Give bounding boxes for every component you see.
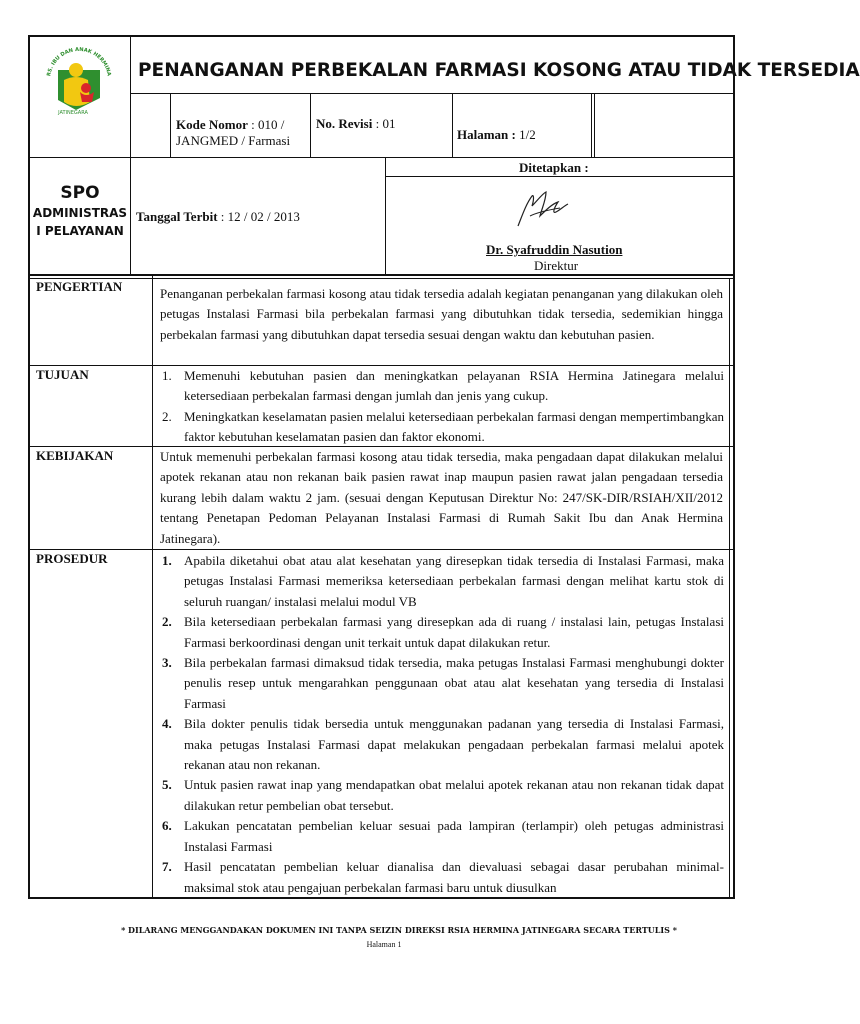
text-kebijakan: Untuk memenuhi perbekalan farmasi kosong atau tidak tersedia, maka pengadaan dapat dilakukan melalui apotek rekanan atau non rekanan baik pasien rawat inap maupun pasien rawat jalan pengadaan tersedia kurang lebih dalam waktu 2 jam. (sesuai dengan Keputusan Direktur No: 247/SK-DIR/RSIAH/XII/2012 tentang Penetapan Pedoman Pelayanan Instalasi Farmasi di Rumah Sakit Ibu dan Anak Hermina Jatinegara). [160,449,723,546]
prosedur-item-text: Bila ketersediaan perbekalan farmasi yang diresepkan ada di ruang / instalasi lain, petugas Instalasi Farmasi berkoordinasi dengan unit terkait untuk dapat dilakukan retur. [184,614,724,650]
halaman-label: Halaman : [457,127,516,142]
signature [512,186,572,234]
prosedur-item-number: 2. [162,614,172,630]
prosedur-item-number: 7. [162,859,172,875]
prosedur-item-number: 5. [162,777,172,793]
prosedur-item [160,857,724,898]
prosedur-item [160,775,724,816]
ditetapkan: Ditetapkan : [519,160,589,175]
revisi-label: No. Revisi [316,116,373,131]
label-tujuan: TUJUAN [36,367,89,382]
prosedur-item-number: 4. [162,716,172,732]
kode-value-2: JANGMED / Farmasi [176,133,291,148]
prosedur-item-number: 3. [162,655,172,671]
hermina-logo-icon [34,40,124,120]
label-pengertian: PENGERTIAN [36,279,123,294]
kode-label: Kode Nomor [176,117,248,132]
tujuan-item-text: Memenuhi kebutuhan pasien dan meningkatkan pelayanan RSIA Hermina Jatinegara melalui ketersediaan perbekalan farmasi dengan jumlah dan jenis yang cukup. [184,368,724,404]
text-pengertian: Penanganan perbekalan farmasi kosong atau tidak tersedia adalah kegiatan penanganan yang dilakukan oleh petugas Instalasi Farmasi bila perbekalan farmasi yang dibutuhkan tidak tersedia, sedemikian hingga perbekalan farmasi yang dibutuhkan dapat tersedia sesuai dengan waktu dan kebutuhan pasien. [160,286,723,342]
list-prosedur [160,551,724,898]
footer-page: Halaman 1 [366,940,402,949]
halaman [457,127,536,143]
prosedur-clip [160,551,724,896]
logo-ring-text: RS. IBU DAN ANAK HERMINA [46,46,112,77]
prosedur-item [160,612,724,653]
signer-name: Dr. Syafruddin Nasution [486,242,623,257]
label-kebijakan: KEBIJAKAN [36,448,114,463]
prosedur-item-text: Untuk pasien rawat inap yang mendapatkan obat melalui apotek rekanan atau non rekanan tidak dapat dilakukan retur pembelian obat tersebut. [184,777,724,813]
logo-caption: JATINEGARA [58,110,88,116]
prosedur-item-text: Bila dokter penulis tidak bersedia untuk menggunakan padanan yang tersedia di Instalasi Farmasi, maka petugas Instalasi Farmasi dapat melakukan pengadaan perbekalan farmasi melalui apotek rekanan atau non rekanan. [184,716,724,773]
signer-title: Direktur [534,258,579,273]
list-tujuan [160,366,724,448]
revisi-value: : 01 [372,116,396,131]
prosedur-item-text: Apabila diketahui obat atau alat kesehatan yang diresepkan tidak tersedia di Instalasi Farmasi, maka petugas Instalasi Farmasi memeriksa ketersediaan perbekalan farmasi dengan melihat kartu stok di seluruh ruangan/ instalasi melalui modul VB [184,553,724,609]
prosedur-item-number: 6. [162,818,172,834]
tujuan-item [160,366,724,407]
prosedur-item-number: 1. [162,553,172,568]
tanggal-label: Tanggal Terbit [136,209,218,224]
footer-notice: * DILARANG MENGGANDAKAN DOKUMEN INI TANPA SEIZIN DIREKSI RSIA HERMINA JATINEGARA SECARA TERTULIS * [121,925,677,935]
prosedur-item [160,653,724,714]
tujuan-item-number: 2. [162,408,172,424]
spo-title: SPO [60,183,100,203]
spo-label [30,182,130,240]
prosedur-item [160,714,724,775]
spo-sub-1: ADMINISTRAS [32,206,128,220]
kode-value: : 010 / [247,117,285,132]
tanggal-value: : 12 / 02 / 2013 [217,209,300,224]
tujuan-item [160,407,724,448]
tanggal-terbit [136,209,300,225]
kode-nomor [176,117,308,149]
halaman-value: 1/2 [515,127,536,142]
label-prosedur: PROSEDUR [36,551,108,566]
prosedur-item-text: Lakukan pencatatan pembelian keluar sesuai pada lampiran (terlampir) oleh petugas administrasi Instalasi Farmasi [184,818,724,854]
hospital-logo [34,40,124,120]
prosedur-item-text: Hasil pencatatan pembelian keluar dianalisa dan dievaluasi sebagai dasar perubahan minimal- maksimal stok atau pengajuan perbekalan farmasi baru untuk diusulkan [184,859,724,895]
prosedur-item-text: Bila perbekalan farmasi dimaksud tidak tersedia, maka petugas Instalasi Farmasi menghubungi dokter penulis resep untuk mengarahkan penggunaan obat atau alat kesehatan yang tersedia di Instalasi Farmasi [184,655,724,711]
tujuan-item-text: Meningkatkan keselamatan pasien melalui ketersediaan perbekalan farmasi dengan mempertimbangkan faktor kebutuhan keselamatan pasien dan faktor ekonomi. [184,408,725,445]
prosedur-item [160,551,724,612]
tujuan-item-number: 1. [162,368,172,383]
document-title: PENANGANAN PERBEKALAN FARMASI KOSONG ATAU TIDAK TERSEDIA [138,60,860,81]
no-revisi [316,116,395,132]
spo-sub-2: I PELAYANAN [36,224,124,238]
signature-icon [512,186,572,234]
prosedur-item [160,816,724,857]
